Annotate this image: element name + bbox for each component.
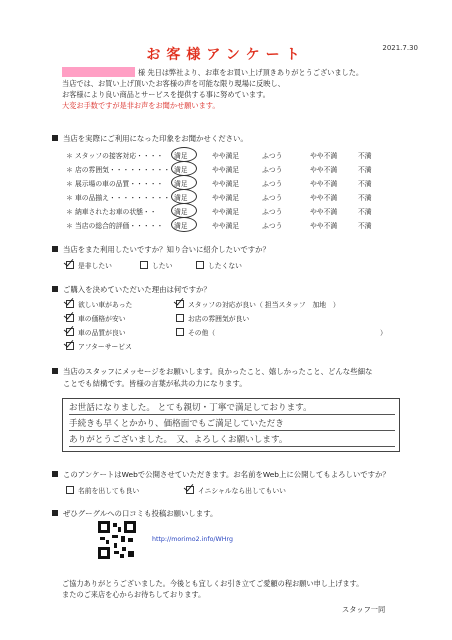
choice-somewhat-dissatisfied[interactable]: やや不満 (310, 180, 338, 188)
reason-good-staff[interactable]: スタッフの対応が良い（ 担当スタッフ 加地 ） (176, 299, 340, 309)
selection-circle (171, 189, 197, 204)
checkbox-checked-icon[interactable] (66, 328, 74, 336)
checkbox-icon[interactable] (176, 328, 184, 336)
checkbox-checked-icon[interactable] (66, 300, 74, 308)
choice-satisfied[interactable]: 満足 (174, 194, 188, 202)
message-line-2: 手続きも早くとかかり、価格面でもご満足していただき (69, 417, 395, 431)
customer-name-redaction (62, 67, 135, 77)
option-full-name[interactable]: 名前を出しても良い (66, 485, 139, 495)
choice-somewhat-satisfied[interactable]: やや満足 (212, 166, 240, 174)
choice-somewhat-satisfied[interactable]: やや満足 (212, 152, 240, 160)
reason-atmosphere[interactable]: お店の雰囲気が良い (176, 313, 249, 323)
selection-circle (171, 161, 197, 176)
choice-satisfied[interactable]: 満足 (174, 166, 188, 174)
checkbox-icon[interactable] (176, 314, 184, 322)
bullet-square-icon (52, 510, 58, 516)
choice-somewhat-dissatisfied[interactable]: やや不満 (310, 222, 338, 230)
choice-somewhat-satisfied[interactable]: やや満足 (212, 180, 240, 188)
bullet-square-icon (52, 471, 58, 477)
choice-somewhat-dissatisfied[interactable]: やや不満 (310, 152, 338, 160)
choice-dissatisfied[interactable]: 不満 (358, 180, 372, 188)
choice-satisfied[interactable]: 満足 (174, 222, 188, 230)
message-box[interactable] (62, 398, 400, 452)
choice-somewhat-dissatisfied[interactable]: やや不満 (310, 194, 338, 202)
checkbox-icon[interactable] (66, 486, 74, 494)
reason-other[interactable]: その他（ (176, 327, 215, 337)
choice-satisfied[interactable]: 満足 (174, 180, 188, 188)
choice-neutral[interactable]: ふつう (262, 166, 283, 174)
choice-dissatisfied[interactable]: 不満 (358, 166, 372, 174)
choice-neutral[interactable]: ふつう (262, 222, 283, 230)
option-initials[interactable]: イニシャルなら出してもいい (186, 485, 286, 495)
selection-circle (171, 147, 197, 162)
question-4-line-2: ことでも結構です。皆様の言葉が私共の力になります。 (63, 379, 247, 388)
checkbox-checked-icon[interactable] (186, 486, 194, 494)
choice-neutral[interactable]: ふつう (262, 208, 283, 216)
footer-line-2: またのご来店を心からお待ちしております。 (62, 590, 206, 599)
message-line-3: ありがとうございました。 又、よろしくお願いします。 (69, 433, 395, 447)
signature: スタッフ一同 (342, 605, 386, 614)
checkbox-checked-icon[interactable] (66, 342, 74, 350)
reason-after-service[interactable]: アフターサービス (66, 341, 132, 351)
option-definitely[interactable]: 是非したい (66, 260, 112, 270)
selection-circle (171, 175, 197, 190)
intro-line-1: 様 先日は弊社より、お車をお買い上げ頂きありがとうございました。 (138, 68, 364, 77)
question-2: 当店をまた利用したいですか？知り合いに紹介したいですか？ (52, 244, 270, 255)
checkbox-icon[interactable] (196, 261, 204, 269)
selection-circle (171, 203, 197, 218)
bullet-square-icon (52, 286, 58, 292)
choice-somewhat-satisfied[interactable]: やや満足 (212, 194, 240, 202)
survey-title: お客様アンケート (146, 47, 306, 63)
intro-line-3: お客様により良い商品とサービスを提供する事に努めています。 (62, 90, 270, 99)
option-no[interactable]: したくない (196, 260, 242, 270)
choice-neutral[interactable]: ふつう (262, 180, 283, 188)
selection-circle (171, 217, 197, 232)
bullet-square-icon (52, 135, 58, 141)
checkbox-icon[interactable] (140, 261, 148, 269)
checkbox-checked-icon[interactable] (66, 314, 74, 322)
bullet-square-icon (52, 246, 58, 252)
bullet-square-icon (52, 368, 58, 374)
reason-good-quality[interactable]: 車の品質が良い (66, 327, 126, 337)
choice-dissatisfied[interactable]: 不満 (358, 222, 372, 230)
choice-satisfied[interactable]: 満足 (174, 152, 188, 160)
footer-line-1: ご協力ありがとうございました。今後とも宜しくお引き立てご愛顧の程お願い申し上げます。 (62, 579, 364, 588)
message-line-1: お世話になりました。 とても親切・丁寧で満足しております。 (69, 401, 395, 415)
question-1: 当店を実際にご利用になった印象をお聞かせください。 (52, 133, 248, 144)
choice-satisfied[interactable]: 満足 (174, 208, 188, 216)
checkbox-checked-icon[interactable] (176, 300, 184, 308)
review-link[interactable]: http://morimo2.info/WHrg (152, 536, 233, 543)
choice-dissatisfied[interactable]: 不満 (358, 208, 372, 216)
choice-somewhat-dissatisfied[interactable]: やや不満 (310, 166, 338, 174)
choice-dissatisfied[interactable]: 不満 (358, 152, 372, 160)
intro-line-4: 大変お手数ですが是非お声をお聞かせ願います。 (62, 101, 220, 110)
reason-other-close: ） (380, 329, 387, 337)
checkbox-checked-icon[interactable] (66, 261, 74, 269)
question-5: このアンケートはWebで公開させていただきます。お名前をWeb上に公開してもよろしいですか？ (52, 469, 390, 480)
choice-somewhat-satisfied[interactable]: やや満足 (212, 208, 240, 216)
question-6: ぜひグーグルへの口コミも投稿お願いします。 (52, 508, 217, 519)
intro-line-2: 当店では、お買い上げ頂いたお客様の声を可能な限り現場に反映し、 (62, 79, 285, 88)
qr-code-icon[interactable] (98, 521, 136, 559)
reason-wanted-car[interactable]: 欲しい車があった (66, 299, 132, 309)
question-3: ご購入を決めていただいた理由は何ですか？ (52, 284, 211, 295)
choice-dissatisfied[interactable]: 不満 (358, 194, 372, 202)
choice-somewhat-satisfied[interactable]: やや満足 (212, 222, 240, 230)
choice-neutral[interactable]: ふつう (262, 152, 283, 160)
choice-somewhat-dissatisfied[interactable]: やや不満 (310, 208, 338, 216)
reason-low-price[interactable]: 車の価格が安い (66, 313, 126, 323)
survey-date: 2021.7.30 (382, 44, 418, 52)
choice-neutral[interactable]: ふつう (262, 194, 283, 202)
option-yes[interactable]: したい (140, 260, 172, 270)
question-4: 当店のスタッフにメッセージをお願いします。良かったこと、嬉しかったこと、どんな些細な (52, 366, 372, 377)
